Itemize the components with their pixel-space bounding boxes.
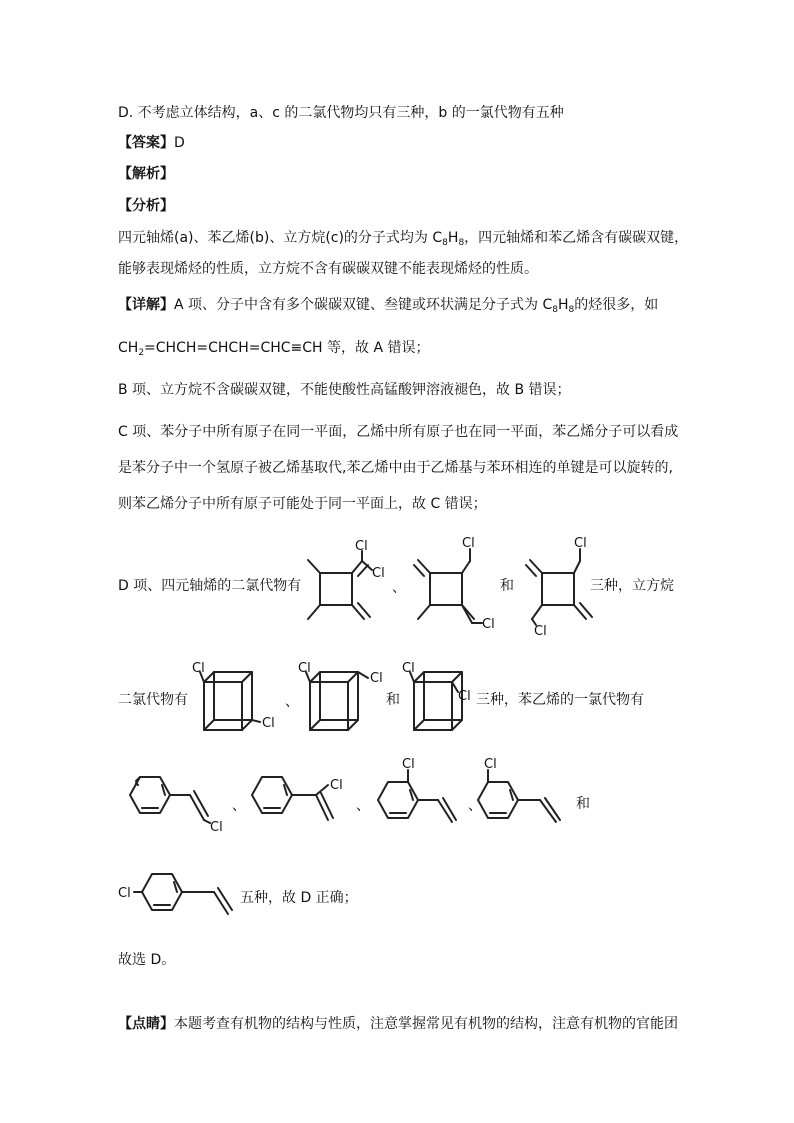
cl-label: Cl: [355, 539, 368, 554]
separator: 、: [392, 580, 406, 596]
sub-8: 8: [568, 305, 575, 315]
three-kinds-2: 三种，苯乙烯的一氯代物有: [476, 692, 644, 708]
cl-label: Cl: [372, 566, 385, 581]
option-d: [118, 103, 564, 123]
cubane-dichloride-1: [190, 660, 290, 745]
cl-label: Cl: [482, 617, 495, 632]
he-3: 和: [576, 796, 590, 812]
cl-label: Cl: [462, 536, 475, 551]
tetraene-dichloride-2: [410, 535, 510, 635]
option-d-text: D. 不考虑立体结构，a、c 的二氯代物均只有三种，b 的一氯代物有五种: [118, 105, 564, 121]
separator: 、: [285, 694, 299, 710]
analysis-tag: 【解析】: [118, 166, 174, 182]
fenxi-line-2: 能够表现烯烃的性质，立方烷不含有碳碳双键不能表现烯烃的性质。: [118, 261, 538, 277]
cl-label: Cl: [484, 757, 497, 772]
cl-label: Cl: [574, 536, 587, 551]
five-kinds: 五种，故 D 正确；: [240, 890, 358, 906]
fenxi-1a: 四元轴烯(a)、苯乙烯(b)、立方烷(c)的分子式均为 C: [118, 230, 443, 246]
fenxi-tag: 【分析】: [118, 198, 174, 214]
c-item-2: 是苯分子中一个氢原子被乙烯基取代,苯乙烯中由于乙烯基与苯环相连的单键是可以旋转的,: [118, 460, 673, 476]
fenxi-1b: ，四元轴烯和苯乙烯含有碳碳双键，: [464, 230, 689, 246]
three-kinds-1: 三种，立方烷: [590, 578, 674, 594]
detail-line-1: [118, 295, 658, 315]
separator: 、: [468, 798, 482, 814]
dianjing-line: [118, 1014, 678, 1034]
h-symbol: H: [447, 230, 459, 246]
cl-label: Cl: [402, 661, 415, 676]
detail-1b: 的烃很多，如: [574, 297, 659, 313]
cl-label: Cl: [402, 757, 415, 772]
styrene-chloride-meta: [478, 757, 588, 840]
answer-line: [118, 133, 185, 153]
cl-label: Cl: [118, 886, 131, 901]
d-item-1: D 项、四元轴烯的二氯代物有: [118, 578, 302, 594]
cl-label: Cl: [192, 661, 205, 676]
separator: 、: [232, 798, 246, 814]
formula-a: CH: [118, 340, 139, 356]
styrene-chloride-beta: [112, 765, 242, 840]
formula-b: =CHCH=CHCH=CHC≡CH 等，故 A 错误；: [144, 340, 430, 356]
h-symbol: H: [558, 297, 569, 313]
cl-label: Cl: [298, 661, 311, 676]
formula-line: [118, 338, 430, 358]
styrene-chloride-ortho: [366, 757, 476, 840]
styrene-chloride-para: [116, 862, 246, 927]
sub-8: 8: [442, 238, 448, 248]
cl-label: Cl: [330, 778, 343, 793]
answer-value: D: [174, 135, 185, 151]
separator: 、: [356, 798, 370, 814]
cl-label: Cl: [534, 624, 547, 639]
d-item-2: 二氯代物有: [118, 692, 188, 708]
cl-label: Cl: [262, 716, 275, 731]
cubane-dichloride-2: [296, 660, 396, 745]
styrene-chloride-alpha: [242, 765, 362, 840]
he-1: 和: [500, 578, 514, 594]
c-item-3: 则苯乙烯分子中所有原子可能处于同一平面上，故 C 错误；: [118, 496, 487, 512]
cl-label: Cl: [458, 689, 471, 704]
fenxi-line-1: [118, 228, 688, 248]
answer-tag: 【答案】: [118, 135, 174, 151]
tetraene-dichloride-1: [300, 535, 400, 635]
choose-line: 故选 D。: [118, 952, 176, 968]
sub-8: 8: [552, 305, 558, 315]
cl-label: Cl: [370, 671, 383, 686]
sub-2: 2: [138, 348, 145, 358]
dianjing-text: 本题考查有机物的结构与性质，注意掌握常见有机物的结构，注意有机物的官能团: [174, 1016, 678, 1032]
dianjing-tag: 【点睛】: [118, 1016, 174, 1032]
detail-tag: 【详解】: [118, 297, 174, 313]
cl-label: Cl: [210, 820, 223, 835]
he-2: 和: [386, 692, 400, 708]
sub-8: 8: [458, 238, 465, 248]
c-item-1: C 项、苯分子中所有原子在同一平面，乙烯中所有原子也在同一平面，苯乙烯分子可以看成: [118, 424, 679, 440]
detail-1a: A 项、分子中含有多个碳碳双键、叁键或环状满足分子式为 C: [174, 297, 553, 313]
b-item: B 项、立方烷不含碳碳双键，不能使酸性高锰酸钾溶液褪色，故 B 错误；: [118, 382, 571, 398]
